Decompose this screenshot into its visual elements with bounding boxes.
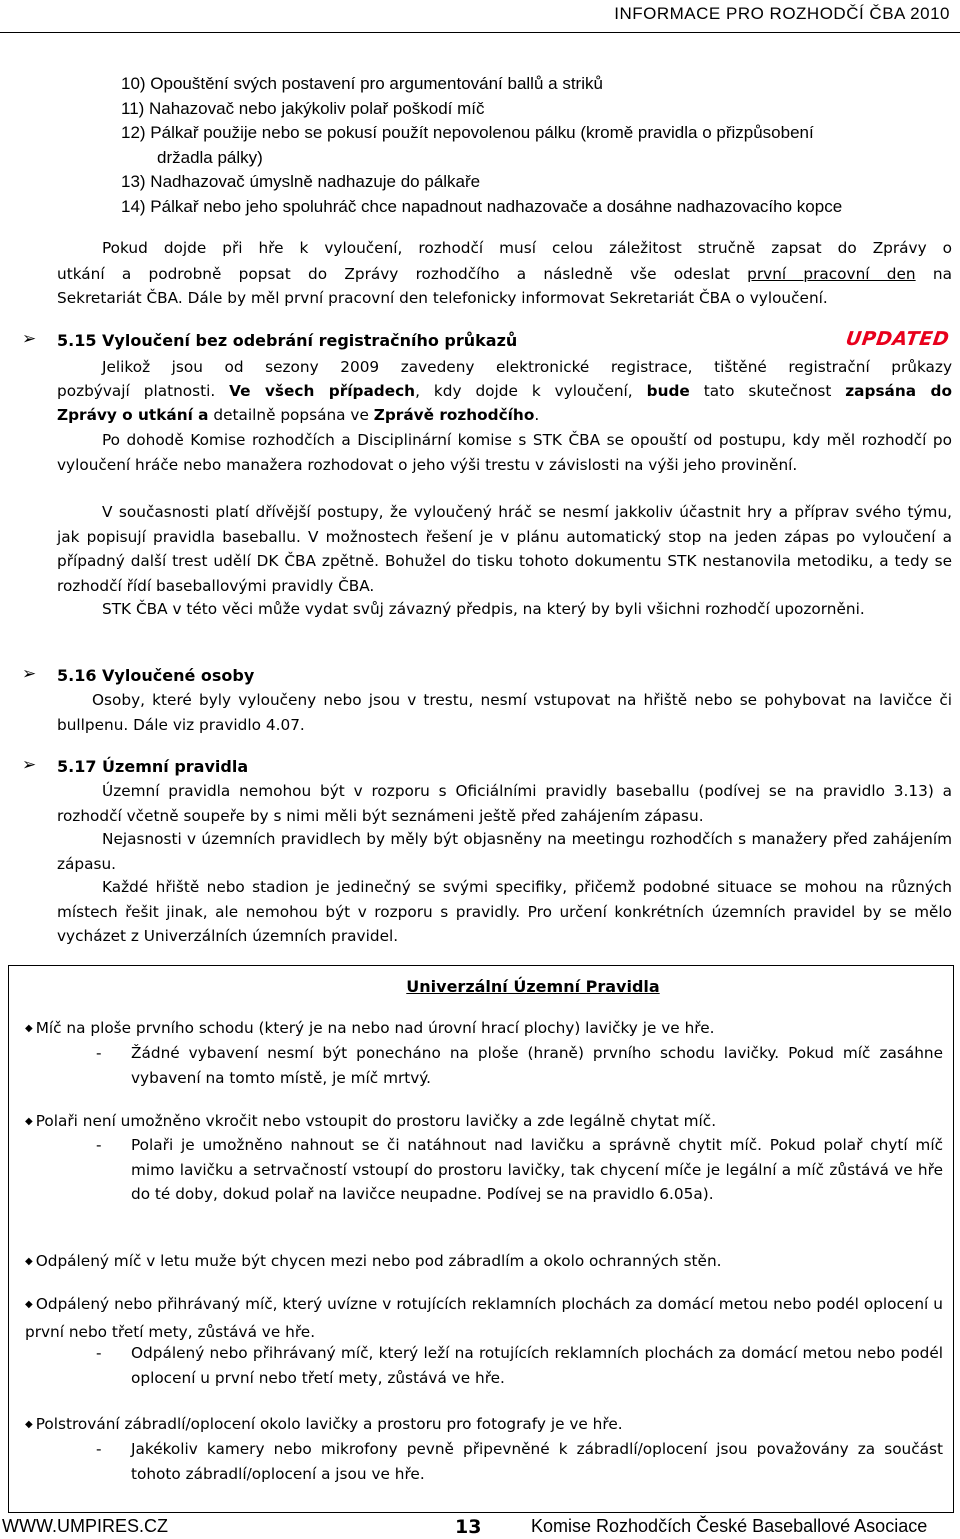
list-item: držadla pálky) bbox=[157, 147, 263, 167]
paragraph-uzemni-2: Nejasnosti v územních pravidlech by měly být objasněny na meetingu rozhodčích s manažery před zahájením zápasu. bbox=[57, 830, 952, 873]
diamond-bullet-icon: ◆ bbox=[25, 1023, 33, 1034]
diamond-bullet-icon: ◆ bbox=[25, 1419, 33, 1430]
footer-website-link[interactable]: WWW.UMPIRES.CZ bbox=[2, 1516, 168, 1536]
box-rule: ◆ Míč na ploše prvního schodu (který je na nebo nad úrovní hrací plochy) lavičky je ve hře. bbox=[25, 1019, 715, 1037]
box-rule: ◆ Polaři není umožněno vkročit nebo vstoupit do prostoru lavičky a zde legálně chytat míč. bbox=[25, 1112, 717, 1130]
paragraph-line: pozbývají platnosti. Ve všech případech, kdy dojde k vyloučení, bude tato skutečnost zapsána do bbox=[57, 382, 952, 400]
section-arrow-icon: ➢ bbox=[22, 329, 37, 349]
paragraph-soucasnost: V současnosti platí dřívější postupy, že vyloučený hráč se nesmí jakkoliv účastnit hry a příprav svého týmu, jak popisují pravidla baseballu. V možnostech řešení je v plánu automatický stop na jeden zápas po vyloučení a případný další trest udělí DK ČBA zpětně. Bohužel do tisku tohoto dokumentu STK nestanovila metodiku, a tedy se rozhodčí řídí baseballovými pravidly ČBA. bbox=[57, 503, 952, 595]
paragraph-line: Zprávy o utkání a detailně popsána ve Zprávě rozhodčího. bbox=[57, 406, 540, 424]
section-heading-5-15: 5.15 Vyloučení bez odebrání registračního průkazů bbox=[57, 331, 518, 350]
first-workday-underline: první pracovní den bbox=[747, 265, 916, 283]
paragraph-uzemni-1: Územní pravidla nemohou být v rozporu s Oficiálními pravidly baseballu (podívej se na pravidlo 3.13) a rozhodčí včetně soupeře by s nimi měli být seznámeni ještě před zahájením zápasu. bbox=[57, 782, 952, 825]
list-item: 10) Opouštění svých postavení pro argumentování ballů a striků bbox=[121, 74, 603, 93]
box-rule-sub: Jakékoliv kamery nebo mikrofony pevně připevněné k zábradlí/oplocení jsou považovány za součást tohoto zábradlí/oplocení a jsou ve hře. bbox=[131, 1440, 943, 1483]
paragraph-uzemni-3: Každé hřiště nebo stadion je jedinečný se svými specifiky, přičemž podobné situace se mohou na různých místech řešit jinak, ale nemohou být v rozporu s pravidly. Pro určení konkrétních územních pravidel by se mělo vycházet z Univerzálních územních pravidel. bbox=[57, 878, 952, 945]
footer-page-number: 13 bbox=[455, 1516, 482, 1538]
footer-organization: Komise Rozhodčích České Baseballové Asociace bbox=[531, 1516, 928, 1536]
paragraph-line: Sekretariát ČBA. Dále by měl první pracovní den telefonicky informovat Sekretariát ČBA o vyloučení. bbox=[57, 289, 828, 307]
box-rule-sub: Polaři je umožněno nahnout se či natáhnout nad lavičku a správně chytit míč. Pokud polař chytí míč mimo lavičku a setrvačností vstoupí do prostoru lavičky, tak chycení míče je legální a míč zůstává ve hře do té doby, dokud polař na lavičce neupadne. Podívej se na pravidlo 6.05a). bbox=[131, 1136, 943, 1203]
updated-badge: UPDATED bbox=[844, 328, 951, 350]
header-rule bbox=[0, 32, 960, 33]
box-rule: ◆ Polstrování zábradlí/oplocení okolo lavičky a prostoru pro fotografy je ve hře. bbox=[25, 1415, 623, 1433]
diamond-bullet-icon: ◆ bbox=[25, 1256, 33, 1267]
section-heading-5-16: 5.16 Vyloučené osoby bbox=[57, 666, 255, 685]
box-rule-sub: Odpálený nebo přihrávaný míč, který leží na rotujících reklamních plochách za domácí metou nebo podél oplocení u první nebo třetí mety, zůstává ve hře. bbox=[131, 1344, 943, 1387]
paragraph-vyloucene-osoby: Osoby, které byly vyloučeny nebo jsou v trestu, nesmí vstupovat na hřiště nebo se pohybovat na lavičce či bullpenu. Dále viz pravidlo 4.07. bbox=[57, 691, 952, 734]
page-header-title: INFORMACE PRO ROZHODČÍ ČBA 2010 bbox=[614, 4, 950, 23]
list-item: 13) Nadhazovač úmyslně nadhazuje do pálkaře bbox=[121, 172, 481, 192]
paragraph-stk: STK ČBA v této věci může vydat svůj závazný předpis, na který by byli všichni rozhodčí upozorněni. bbox=[102, 600, 865, 618]
box-rule-sub: Žádné vybavení nesmí být ponecháno na ploše (hraně) prvního schodu lavičky. Pokud míč zasáhne vybavení na tomto místě, je míč mrtvý. bbox=[131, 1044, 943, 1087]
section-arrow-icon: ➢ bbox=[22, 755, 37, 775]
dash-icon: - bbox=[96, 1440, 102, 1458]
diamond-bullet-icon: ◆ bbox=[25, 1299, 33, 1310]
dash-icon: - bbox=[96, 1044, 102, 1062]
paragraph-line: Pokud dojde při hře k vyloučení, rozhodčí musí celou záležitost stručně zapsat do Zprávy o bbox=[102, 239, 952, 257]
exclusion-reasons-list bbox=[121, 72, 842, 220]
diamond-bullet-icon: ◆ bbox=[25, 1116, 33, 1127]
section-arrow-icon: ➢ bbox=[22, 664, 37, 684]
paragraph-line: utkání a podrobně popsat do Zprávy rozhodčího a následně vše odeslat první pracovní den na bbox=[57, 265, 952, 283]
box-rule: ◆ Odpálený míč v letu muže být chycen mezi nebo pod zábradlím a okolo ochranných stěn. bbox=[25, 1252, 722, 1270]
list-item: 12) Pálkař použije nebo se pokusí použít nepovolenou pálku (kromě pravidla o přizpůsobení bbox=[121, 123, 814, 143]
list-item: 14) Pálkař nebo jeho spoluhráč chce napadnout nadhazovače a dosáhne nadhazovacího kopce bbox=[121, 196, 843, 216]
box-title: Univerzální Územní Pravidla bbox=[406, 977, 660, 996]
dash-icon: - bbox=[96, 1136, 102, 1154]
dash-icon: - bbox=[96, 1344, 102, 1362]
list-item: 11) Nahazovač nebo jakýkoliv polař poškodí míč bbox=[121, 98, 485, 118]
section-heading-5-17: 5.17 Územní pravidla bbox=[57, 757, 249, 776]
paragraph-dohoda: Po dohodě Komise rozhodčích a Disciplinární komise s STK ČBA se opouští od postupu, kdy měl rozhodčí po vyloučení hráče nebo manažera rozhodovat o jeho výši trestu v závislosti na výši jeho provinění. bbox=[57, 431, 952, 474]
box-rule: ◆ Odpálený nebo přihrávaný míč, který uvízne v rotujících reklamních plochách za domácí metou nebo podél oplocení u první nebo třetí mety, zůstává ve hře. bbox=[25, 1295, 943, 1341]
paragraph-line: Jelikož jsou od sezony 2009 zavedeny elektronické registrace, tištěné registrační průkazy bbox=[102, 358, 952, 376]
